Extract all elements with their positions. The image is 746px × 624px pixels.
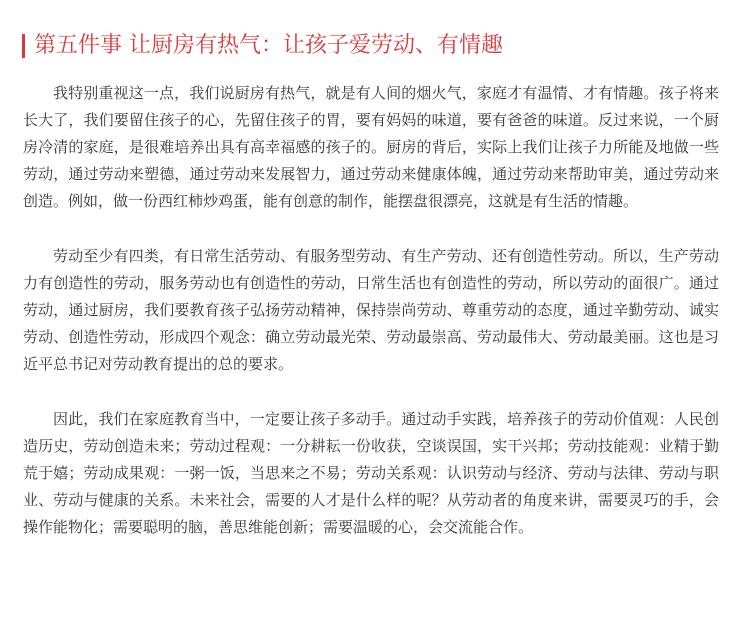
heading-accent-bar	[22, 34, 25, 58]
heading-title: 第五件事 让厨房有热气：让孩子爱劳动、有情趣	[34, 33, 503, 58]
paragraph-labor-types: 劳动至少有四类，有日常生活劳动、有服务型劳动、有生产劳动、还有创造性劳动。所以，生产劳动力有创造性的劳动，服务劳动也有创造性的劳动，日常生活也有创造性的劳动，所以劳动的面很广。通过劳动，通过厨房，我们要教育孩子弘扬劳动精神，保持崇尚劳动、尊重劳动的态度，通过辛勤劳动、诚实劳动、创造性劳动，形成四个观念：确立劳动最光荣、劳动最崇高、劳动最伟大、劳动最美丽。这也是习近平总书记对劳动教育提出的总的要求。	[23, 247, 719, 373]
paragraph-kitchen: 我特别重视这一点，我们说厨房有热气，就是有人间的烟火气，家庭才有温情、才有情趣。孩子将来长大了，我们要留住孩子的心，先留住孩子的胃，要有妈妈的味道，要有爸爸的味道。反过来说，一个厨房冷清的家庭，是很难培养出具有高幸福感的孩子的。厨房的背后，实际上我们让孩子力所能及地做一些劳动，通过劳动来塑德，通过劳动来发展智力，通过劳动来健康体魄，通过劳动来帮助审美，通过劳动来创造。例如，做一份西红柿炒鸡蛋，能有创意的制作，能摆盘很漂亮，这就是有生活的情趣。	[23, 84, 719, 210]
section-heading	[22, 32, 503, 60]
article-body	[23, 80, 719, 569]
paragraph-hands-on: 因此，我们在家庭教育当中，一定要让孩子多动手。通过动手实践，培养孩子的劳动价值观：人民创造历史，劳动创造未来；劳动过程观：一分耕耘一份收获，空谈误国，实干兴邦；劳动技能观：业精于勤荒于嬉；劳动成果观：一粥一饭，当思来之不易；劳动关系观：认识劳动与经济、劳动与法律、劳动与职业、劳动与健康的关系。未来社会，需要的人才是什么样的呢？从劳动者的角度来讲，需要灵巧的手，会操作能物化；需要聪明的脑，善思维能创新；需要温暖的心，会交流能合作。	[23, 410, 719, 536]
